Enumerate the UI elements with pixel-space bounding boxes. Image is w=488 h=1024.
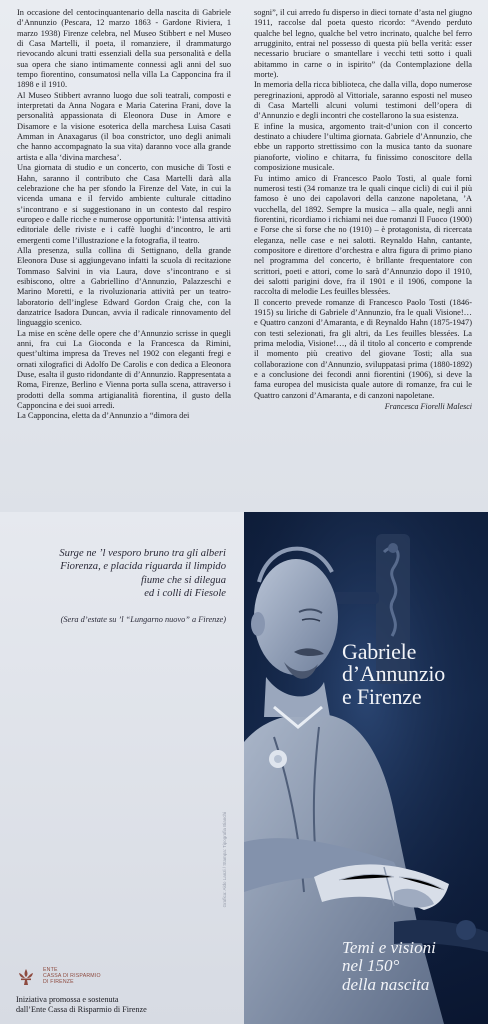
poster-title (342, 641, 488, 708)
article-paragraph: In memoria della ricca biblioteca, che dalla villa, dopo numerose peregrinazioni, approdò al Vittoriale, saranno esposti nel museo di Casa Martelli alcuni volumi testimoni dell’opera di d’Annunzio e degli incontri che costellarono la sua esistenza. (254, 80, 472, 121)
title-line: Gabriele (342, 639, 417, 664)
article-right-column (254, 8, 472, 412)
logo-text (43, 967, 101, 985)
logo-line: DI FIRENZE (43, 979, 74, 986)
article-paragraph: Alla presenza, sulla collina di Settignano, della grande Eleonora Duse si aggiungevano infatti la scuola di recitazione Tommaso Salvini in via Laura, dove s’incontrano e si esibiscono, oltre a Gabriellino d’Annunzio, Palazzeschi e Marino Moretti, e la rivoluzionaria attività per un teatro-laboratorio dell’inglese Edward Gordon Craig che, con la danzatrice Isadora Duncan, avvia il radicale rinnovamento del linguaggio scenico. (17, 245, 231, 328)
poem-line: Surge ne ’l vesporo bruno tra gli alberi (59, 548, 226, 559)
title-line: d’Annunzio (342, 661, 446, 687)
poem-panel (0, 512, 244, 1024)
logo-line: ENTE (43, 967, 58, 973)
article-paragraph: La mise en scène delle opere che d’Annunzio scrisse in quegli anni, fra cui La Gioconda e la Francesca da Rimini, quest’ultima impresa da Treves nel 1902 con eleganti fregi e ornati xilografici di Adolfo De Carolis e con dedica a Eleonora Duse, esalta il gusto ridondante di d’Annunzio. Rappresentata a Roma, Firenze, Berlino e Vienna porta sulla scena, attraverso i prodotti della somma artigianalità fiorentina, il gusto della Capponcina e dei suoi arredi. (17, 328, 231, 411)
article-paragraph: E infine la musica, argomento trait-d’union con il concerto destinato a chiudere l’ultima giornata. Gabriele d’Annunzio, che ebbe un rapporto strettissimo con la musica tanto da suonare pianoforte, violino e chitarra, fu finissimo conoscitore della composizione musicale. (254, 121, 472, 173)
photo-credit: Grafica: Aldo Lanzi / Stampa: Tipografia Bianchi (222, 812, 227, 908)
ente-cassa-logo (16, 967, 101, 992)
sponsor-note (16, 995, 147, 1015)
subtitle-line: Temi e visioni (342, 938, 436, 957)
article-paragraph: sogni”, il cui arredo fu disperso in dieci tornate d’asta nel giugno 1911, raccolse dal poeta questo ricordo: “Avendo perduto qualche bel legno, qualche bel vetro incrinato, qualche bel ferro arrugginito, entrai nel possesso di questa più bella verità: esser necessario bruciare o smantellare i vecchi tetti sotto i quali abitammo in carne o in ispirito” (da Contemplazione della morte). (254, 8, 472, 80)
poem-source: (Sera d’estate su ’l “Lungarno nuovo” a Firenze) (60, 615, 226, 624)
article-paragraph: La Capponcina, eletta da d’Annunzio a “dimora dei (17, 411, 190, 421)
subtitle-line: nel 150° (342, 956, 400, 976)
sponsor-line: dall’Ente Cassa di Risparmio di Firenze (16, 1005, 147, 1014)
article-paragraph: Il concerto prevede romanze di Francesco Paolo Tosti (1846-1915) su liriche di Gabriele d’Annunzio, fra le quali Visione!… e Quattro canzoni d’Amaranta, e di Reynaldo Hahn (1875-1947) con testi selezionati, fra gli altri, da Les feuilles blessées. La prima melodia, Visione!…, dà il titolo al concerto e comprende il momento più creativo del giovane Tosti; alla sua collaborazione con d’Annunzio, sviluppatasi prima (1880-1892) e a conclusione dei fecondi anni fiorentini (1906), si deve la fama europea del musicista quale autore di romanze, fra cui le Quattro canzoni d’Amaranta, e di canzoni napoletane. (254, 297, 472, 400)
title-line: e Firenze (342, 683, 422, 709)
poem-line: ed i colli di Fiesole (144, 588, 226, 600)
poem-line: fiume che si dilegua (140, 574, 226, 586)
poem-line: Fiorenza, e placida riguarda il limpido (60, 561, 226, 573)
sponsor-line: Iniziativa promossa e sostenuta (16, 995, 119, 1004)
article-paragraph: Al Museo Stibbert avranno luogo due soli teatrali, composti e interpretati da Anna Nogara e Maria Caterina Frani, dove la personalità appassionata di Eleonora Duse in Amore e Disamore e la visione esoterica della marchesa Luisa Casati Amman in Anaxagarus (il boa constrictor, uno degli animali che hanno accompagnato la sua vita) daranno voce alla grande artista e alla ‘divina marchesa’. (17, 90, 231, 162)
poster-subtitle (342, 939, 482, 994)
lily-emblem-icon (16, 967, 36, 992)
poem-quote (18, 547, 226, 600)
subtitle-line: della nascita (342, 974, 430, 994)
article-paragraph: Una giornata di studio e un concerto, con musiche di Tosti e Hahn, saranno il contributo che Casa Martelli darà alla celebrazione che ha per sfondo la Firenze del Vate, in cui la vicenda umana e il fervido ambiente culturale cittadino s’incontrano e si suggestionano in un contesto dal respiro europeo e dalle ricche e numerose opportunità: l’intensa attività editoriale delle riviste e i caffè luoghi d’incontro, le arti emergenti come l’illustrazione e la fotografia, il teatro. (17, 163, 231, 245)
article-paragraph: In occasione del centocinquantenario della nascita di Gabriele d’Annunzio (Pescara, 12 marzo 1863 - Gardone Riviera, 1 marzo 1938) Firenze celebra, nel Museo Stibbert e nel Museo di Casa Martelli, il poeta, il romanziere, il drammaturgo rievocando alcuni tratti essenziali della sua personalità e della sua opera che siano intimamente connessi agli anni del suo tempo fiorentino, consumatosi nella villa La Capponcina fra il 1898 e il 1910. (17, 8, 231, 90)
logo-line: CASSA DI RISPARMIO (43, 973, 101, 980)
article-signature: Francesca Fiorelli Malesci (384, 402, 472, 412)
portrait-photo (244, 512, 488, 1024)
article-paragraph: Fu intimo amico di Francesco Paolo Tosti, al quale fornì numerosi testi (34 romanze tra le quali cinque cicli) di cui il più famoso è uno dei capolavori della canzone napoletana, ’A vucchella, del 1892. Sempre la musica – alla quale, negli anni fiorentini, ricordiamo i richiami nei due romanzi Il Fuoco (1900) e Forse che sì forse che no (1910) – è protagonista, di ricercata eleganza, nelle case e nei salotti. Reynaldo Hahn, cantante, compositore e direttore d’orchestra e altra figura di primo piano nel programma del concerto, è brillante frequentatore con scrittori, poeti e attori, come lo sarà d’Annunzio dopo il 1910, dei salotti parigini dove, fra il 1901 e il 1906, compone la raccolta di melodie Les feuilles blessées. (254, 173, 472, 297)
article-left-column (17, 8, 231, 422)
